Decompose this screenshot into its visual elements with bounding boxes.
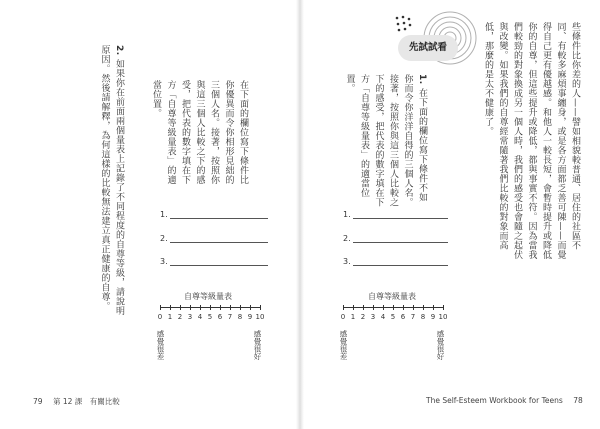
scale-tick [393, 305, 394, 310]
scale-tick-label[interactable]: 2 [360, 313, 366, 321]
scale-tick [160, 305, 161, 310]
left-instruction-text: 在下面的欄位寫下條件比你優異而令你相形見絀的三個人名。接著，按照你與這三個人比較之下的感受，把代表的數字填在下方「自尊等級量表」的適當位置。 [151, 80, 248, 185]
scale-tick [210, 305, 211, 310]
scale-tick [260, 305, 261, 310]
scale-tick [403, 305, 404, 310]
scale-tick-label[interactable]: 5 [390, 313, 396, 321]
scale-tick [250, 305, 251, 310]
left-chapter-title: 第 12 課 有關比較 [52, 397, 120, 406]
try-it-badge: 先試試看 [398, 35, 458, 61]
scale-tick [220, 305, 221, 310]
scale-tick [180, 305, 181, 310]
exercise-2-number: 2. [114, 45, 124, 56]
exercise-2-text: 2. 如果你在前面兩個量表上記錄了不同程度的自尊等級，請說明原因。然後請解釋，為何這樣的比較無法建立真正健康的自尊。 [99, 45, 124, 316]
exercise-1-text: 1. 在下面的欄位寫下條件不如你而令你洋洋自得的三個人名。接著，按照你與這三個人比較之下的感受，把代表的數字填在下方「自尊等級量表」的適當位置。 [344, 74, 427, 207]
scale-tick [443, 305, 444, 310]
scale-tick-label[interactable]: 0 [157, 313, 163, 321]
scale-tick-label[interactable]: 8 [420, 313, 426, 321]
scale-tick-label[interactable]: 1 [167, 313, 173, 321]
scale-title: 自尊等級量表 [368, 292, 416, 301]
scale-tick-label[interactable]: 6 [217, 313, 223, 321]
scale-tick [383, 305, 384, 310]
spine-gutter [296, 0, 304, 429]
scale-high-label: 感覺很好 [253, 330, 262, 360]
scale-tick [190, 305, 191, 310]
scale-tick-label[interactable]: 2 [177, 313, 183, 321]
scale-tick-label[interactable]: 1 [350, 313, 356, 321]
scale-low-label: 感覺很差 [339, 330, 348, 360]
scale-title: 自尊等級量表 [184, 292, 232, 301]
right-intro-text: 些條件比你差的人——譬如相貌較普通、居住的社區不同、有較多麻煩事纏身，或是各方面都乏善可陳——而覺得自己更有優越感。和他人一較長短，會暫時提升或降低你的自尊，但這些提升或降低，都與事實不符。因為當我們較勁的對象換成另一個人時，我們的感受也會隨之起伏與改變。如果我們的自尊經常隨著我們比較的對象而高低，那麼的是太不健康了。 [483, 22, 580, 260]
scale-tick-label[interactable]: 7 [227, 313, 233, 321]
scale-tick [413, 305, 414, 310]
scale-tick-label[interactable]: 5 [207, 313, 213, 321]
scale-tick-label[interactable]: 3 [187, 313, 193, 321]
scale-tick [353, 305, 354, 310]
scale-tick-label[interactable]: 7 [410, 313, 416, 321]
scale-tick [373, 305, 374, 310]
scale-tick-label[interactable]: 4 [197, 313, 203, 321]
scale-high-label: 感覺很好 [436, 330, 445, 360]
scale-tick [170, 305, 171, 310]
scale-tick-label[interactable]: 4 [380, 313, 386, 321]
scale-tick [433, 305, 434, 310]
scale-tick-label[interactable]: 9 [247, 313, 253, 321]
scale-tick [363, 305, 364, 310]
scale-tick [200, 305, 201, 310]
right-page-number: 78 [573, 396, 583, 405]
scale-tick-label[interactable]: 0 [340, 313, 346, 321]
scale-tick [240, 305, 241, 310]
dots-decoration [393, 14, 415, 36]
scale-tick [343, 305, 344, 310]
scale-tick-label[interactable]: 8 [237, 313, 243, 321]
book-spread: 2. 如果你在前面兩個量表上記錄了不同程度的自尊等級，請說明原因。然後請解釋，為何這樣的比較無法建立真正健康的自尊。 在下面的欄位寫下條件比你優異而令你相形見絀的三個人名。接著，按照你與這三個人比較之下的感受，把代表的數字填在下方「自尊等級量表」的適當位置。 1. 2. 3. 自尊等級量表 0 1 2 3 4 5 6 7 8 9 10 感覺很差 感覺很好 79 第 12 課 有關比較 先試試看 些條件比你差的人——譬如相貌較普通、居住的社區不同、有較多麻煩事纏身，或是各方面都乏善可陳——而覺得自己更有優越感。和他人一較長短，會暫時提升或降低你的自尊，但這些提升或降低，都與事實不符。因為當我們較勁的對象換成另一個人時，我們的感受也會隨之起伏與改變。如果我們的自尊經常隨著我們比較的對象而高低，那麼的是太不健康了。 1. 在下面的欄位寫下條件不如你而令你洋洋自得的三個人名。接著，按照你與這三個人比較之下的感受，把代表的數字填在下方「自尊等級量表」的適當位置。 1. 2. 3. 自尊等級量表 0 1 2 3 4 5 6 7 8 9 10 感覺很差 感覺很好 The Self-Esteem Workbook for Teens 78 [0, 0, 600, 429]
exercise-1-number: 1. [417, 74, 427, 85]
scale-tick-label[interactable]: 3 [370, 313, 376, 321]
scale-tick-label[interactable]: 10 [255, 313, 265, 321]
scale-tick-label[interactable]: 6 [400, 313, 406, 321]
left-page-number: 79 [33, 397, 43, 406]
book-title: The Self-Esteem Workbook for Teens [426, 396, 563, 405]
scale-tick [230, 305, 231, 310]
scale-tick [423, 305, 424, 310]
right-footer [426, 396, 583, 405]
scale-tick-label[interactable]: 9 [430, 313, 436, 321]
scale-low-label: 感覺很差 [156, 330, 165, 360]
scale-tick-label[interactable]: 10 [438, 313, 448, 321]
left-footer [33, 396, 120, 407]
